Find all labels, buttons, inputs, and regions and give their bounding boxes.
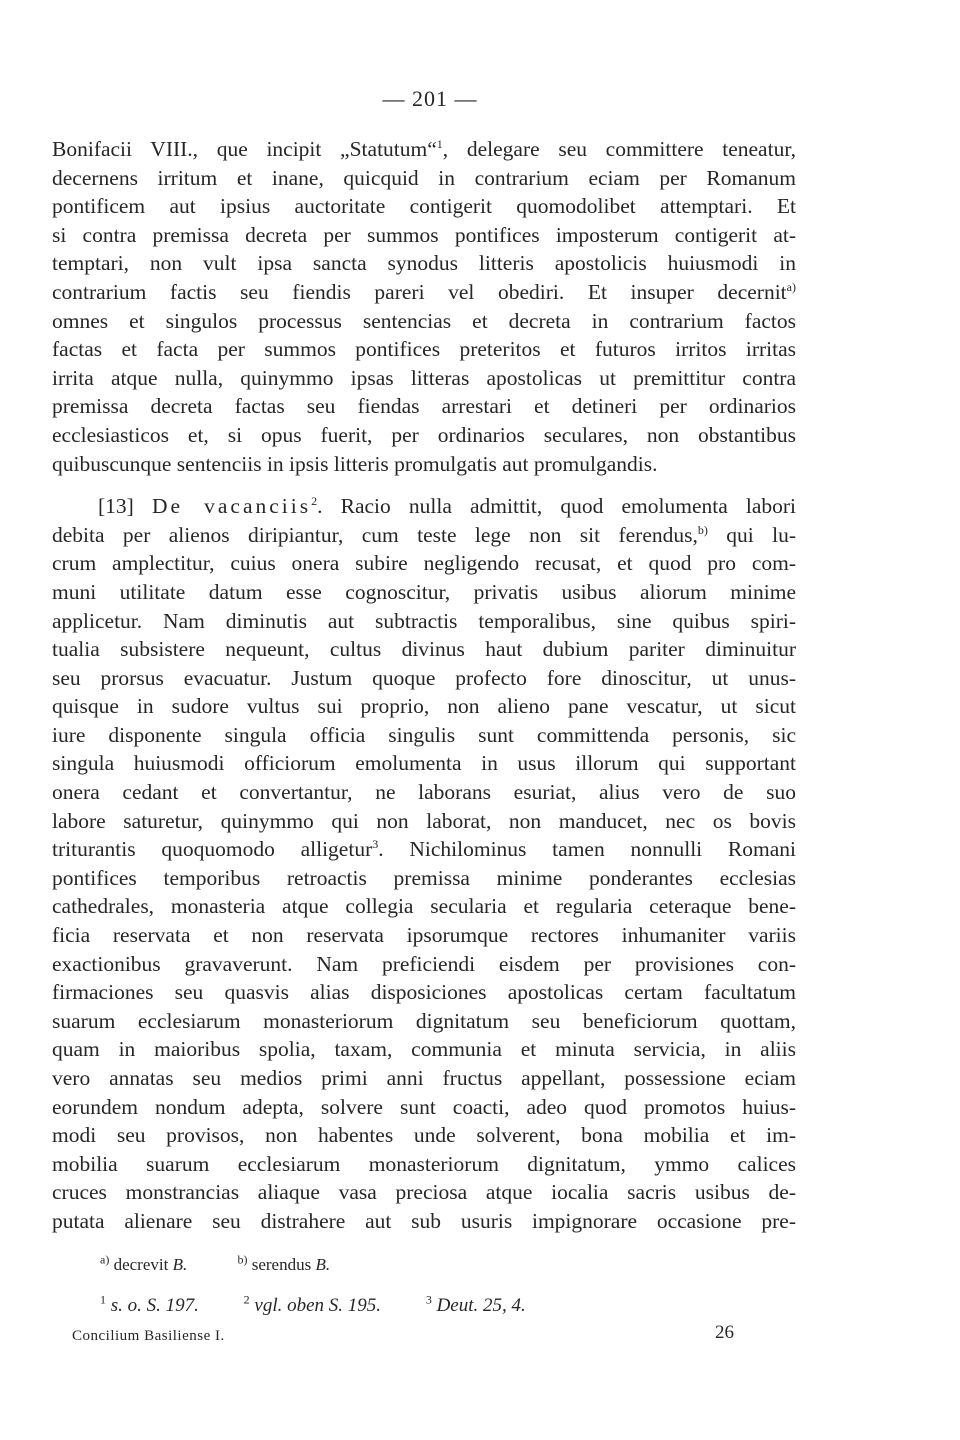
text-line: premissa decreta factas seu fiendas arrestari et detineri per ordinarios <box>52 394 796 419</box>
text-line: pontifices temporibus retroactis premissa minime ponderantes ecclesias <box>52 865 796 890</box>
text-line: cruces monstrancias aliaque vasa preciosa atque iocalia sacris usibus de- <box>52 1180 796 1205</box>
section-title: De vacanciis <box>151 494 312 519</box>
apparatus-note-a: $^{a)}$ decrevit B. <box>100 1252 188 1274</box>
text-line: singula huiusmodi officiorum emolumenta in usus illorum qui supportant <box>52 751 796 776</box>
text-line: crum amplectitur, cuius onera subire negligendo recusat, et quod pro com- <box>52 551 796 576</box>
text-line: ficia reservata et non reservata ipsorumque rectores inhumaniter variis <box>52 923 796 948</box>
text-line: quisque in sudore vultus sui proprio, non alieno pane vescatur, ut sicut <box>52 694 796 719</box>
apparatus-note-b: $^{b)}$ serendus B. <box>237 1252 331 1274</box>
text-line: pontificem aut ipsius auctoritate contigerit quomodolibet attemptari. Et <box>52 194 796 219</box>
section-number: [13] <box>98 494 134 519</box>
text-line: labore saturetur, quinymmo qui non laborat, non manducet, nec os bovis <box>52 808 796 833</box>
text-line: exactionibus gravaverunt. Nam preficiendi eisdem per provisiones con- <box>52 951 796 976</box>
text-line: putata alienare seu distrahere aut sub usuris impignorare occasione pre- <box>52 1208 796 1233</box>
text-line: temptari, non vult ipsa sancta synodus litteris apostolicis huiusmodi in <box>52 251 796 276</box>
body-text <box>52 135 796 1236</box>
apparatus-ref: b) <box>697 522 708 537</box>
text-line: tualia subsistere nequeunt, cultus divinus haut dubium pariter diminuitur <box>52 637 796 662</box>
signature-number: 26 <box>715 1322 734 1343</box>
signature-line: Concilium Basiliense I. <box>72 1328 225 1344</box>
text-line: iure disponente singula officia singulis sunt committenda personis, sic <box>52 722 796 747</box>
text-line: omnes et singulos processus sentencias et decreta in contrarium factos <box>52 308 796 333</box>
apparatus-notes <box>100 1252 700 1275</box>
source-note-2: $^2$ vgl. oben S. 195. <box>243 1292 382 1316</box>
footnote-ref: 1 <box>436 136 443 151</box>
text-line: Bonifacii VIII., que incipit „Statutum“$^1$, delegare seu committere teneatur, <box>52 136 796 161</box>
text-line: triturantis quoquomodo alligetur$^3$. Nichilominus tamen nonnulli Romani <box>52 837 796 862</box>
text-line: si contra premissa decreta per summos pontifices imposterum contigerit at- <box>52 222 796 247</box>
footnote-ref: 2 <box>311 493 318 508</box>
text-line: mobilia suarum ecclesiarum monasteriorum dignitatum, ymmo calices <box>52 1151 796 1176</box>
text-line: firmaciones seu quasvis alias disposiciones apostolicas certam facultatum <box>52 980 796 1005</box>
text-line: irrita atque nulla, quinymmo ipsas litteras apostolicas ut premittitur contra <box>52 365 796 390</box>
text-line: seu prorsus evacuatur. Justum quoque profecto fore dinoscitur, ut unus- <box>52 665 796 690</box>
text-line: cathedrales, monasteria atque collegia secularia et regularia ceteraque bene- <box>52 894 796 919</box>
text-line: factas et facta per summos pontifices preteritos et futuros irritos irritas <box>52 337 796 362</box>
text-line: ecclesiasticos et, si opus fuerit, per ordinarios seculares, non obstantibus <box>52 422 796 447</box>
source-note-3: $^3$ Deut. 25, 4. <box>425 1292 526 1316</box>
text-line: quibuscunque sentenciis in ipsis litteris promulgatis aut promulgandis. <box>52 451 658 476</box>
text-line: decernens irritum et inane, quicquid in contrarium eciam per Romanum <box>52 165 796 190</box>
text-line: suarum ecclesiarum monasteriorum dignitatum seu beneficiorum quottam, <box>52 1008 796 1033</box>
text-line: debita per alienos diripiantur, cum teste lege non sit ferendus,$^{b)}$ qui lu- <box>52 522 796 547</box>
section-heading-line: [13] De vacanciis$^2$. Racio nulla admittit, quod emolumenta labori <box>98 493 796 519</box>
text-line: onera cedant et convertantur, ne laborans esuriat, alius vero de suo <box>52 780 796 805</box>
apparatus-ref: a) <box>786 279 796 294</box>
source-notes <box>100 1292 740 1317</box>
text-line: modi seu provisos, non habentes unde solverent, bona mobilia et im- <box>52 1123 796 1148</box>
text-line: eorundem nondum adepta, solvere sunt coacti, adeo quod promotos huius- <box>52 1094 796 1119</box>
text-line: muni utilitate datum esse cognoscitur, privatis usibus aliorum minime <box>52 579 796 604</box>
page-number: — 201 — <box>382 86 478 111</box>
text-line: quam in maioribus spolia, taxam, communia et minuta servicia, in aliis <box>52 1037 796 1062</box>
text-line: vero annatas seu medios primi anni fructus appellant, possessione eciam <box>52 1066 796 1090</box>
text-line: contrarium factis seu fiendis pareri vel obediri. Et insuper decernit$^{a)}$ <box>52 279 796 304</box>
text-line: applicetur. Nam diminutis aut subtractis temporalibus, sine quibus spiri- <box>52 608 796 633</box>
footnote-ref: 3 <box>372 837 379 852</box>
source-note-1: $^1$ s. o. S. 197. <box>100 1292 199 1316</box>
